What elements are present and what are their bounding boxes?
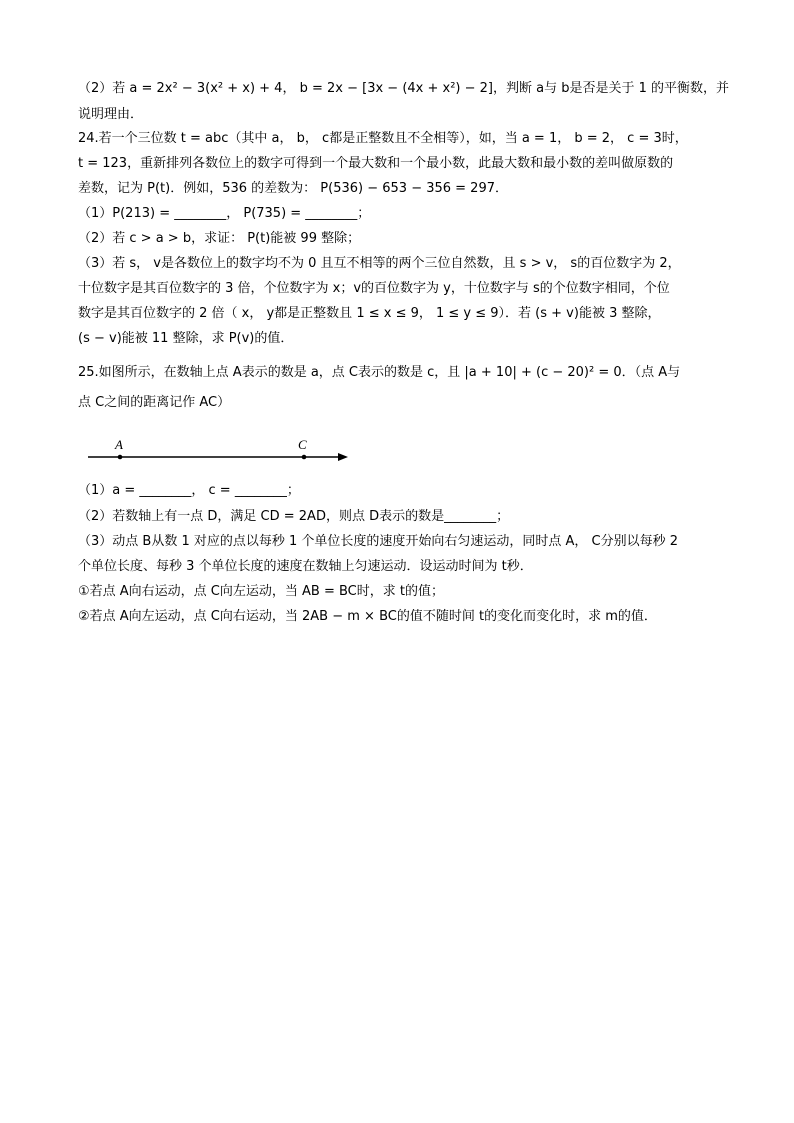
problem-24-part-3-line-2: 十位数字是其百位数字的 3 倍，个位数字为 x；v的百位数字为 y，十位数字与 s的个位数字相同，个位 [78, 281, 670, 296]
problem-24-part-3-line-3: 数字是其百位数字的 2 倍（ x， y都是正整数且 1 ≤ x ≤ 9， 1 ≤ y ≤ 9）．若 (s + v)能被 3 整除， [78, 306, 661, 321]
problem-24-part-1: （1）P(213) = ________， P(735) = ________； [78, 206, 371, 221]
problem-23-part-2-line-2: 说明理由． [78, 107, 144, 122]
problem-24-part-3-line-4: (s − v)能被 11 整除，求 P(v)的值． [78, 331, 294, 346]
problem-25-part-2: （2）若数轴上有一点 D，满足 CD = 2AD，则点 D表示的数是________； [78, 509, 510, 524]
problem-23-part-2-line-1: （2）若 a = 2x² − 3(x² + x) + 4， b = 2x − [3x − (4x + x²) − 2]，判断 a与 b是否是关于 1 的平衡数，并 [78, 81, 730, 96]
problem-24-part-2: （2）若 c > a > b，求证： P(t)能被 99 整除； [78, 231, 361, 246]
problem-25-part-3-line-2: 个单位长度、每秒 3 个单位长度的速度在数轴上匀速运动．设运动时间为 t秒． [78, 559, 533, 574]
number-line-diagram [86, 436, 356, 468]
problem-25-part-1: （1）a = ________， c = ________； [78, 483, 300, 498]
problem-25-line-2: 点 C之间的距离记作 AC） [78, 395, 231, 410]
problem-25-part-3-subquestion-1: ①若点 A向右运动，点 C向左运动，当 AB = BC时，求 t的值； [78, 584, 444, 599]
point-a-label: A [115, 437, 123, 452]
point-a-dot [118, 455, 123, 460]
problem-25-line-1: 25.如图所示，在数轴上点 A表示的数是 a，点 C表示的数是 c，且 |a + 10| + (c − 20)² = 0．（点 A与 [78, 365, 681, 380]
problem-25-part-3-subquestion-2: ②若点 A向左运动，点 C向右运动，当 2AB − m × BC的值不随时间 t的变化而变化时，求 m的值． [78, 609, 657, 624]
arrow-right-icon [338, 453, 348, 461]
problem-24-line-1: 24.若一个三位数 t = abc（其中 a， b， c都是正整数且不全相等），如，当 a = 1， b = 2， c = 3时， [78, 131, 688, 146]
point-c-label: C [298, 437, 307, 452]
problem-24-line-2: t = 123，重新排列各数位上的数字可得到一个最大数和一个最小数，此最大数和最小数的差叫做原数的 [78, 156, 674, 171]
problem-25-part-3-line-1: （3）动点 B从数 1 对应的点以每秒 1 个单位长度的速度开始向右匀速运动，同时点 A， C分别以每秒 2 [78, 534, 679, 549]
problem-24-line-3: 差数，记为 P(t)．例如，536 的差数为： P(536) − 653 − 356 = 297． [78, 181, 508, 196]
problem-24-part-3-line-1: （3）若 s， v是各数位上的数字均不为 0 且互不相等的两个三位自然数，且 s > v， s的百位数字为 2， [78, 256, 681, 271]
point-c-dot [302, 455, 307, 460]
